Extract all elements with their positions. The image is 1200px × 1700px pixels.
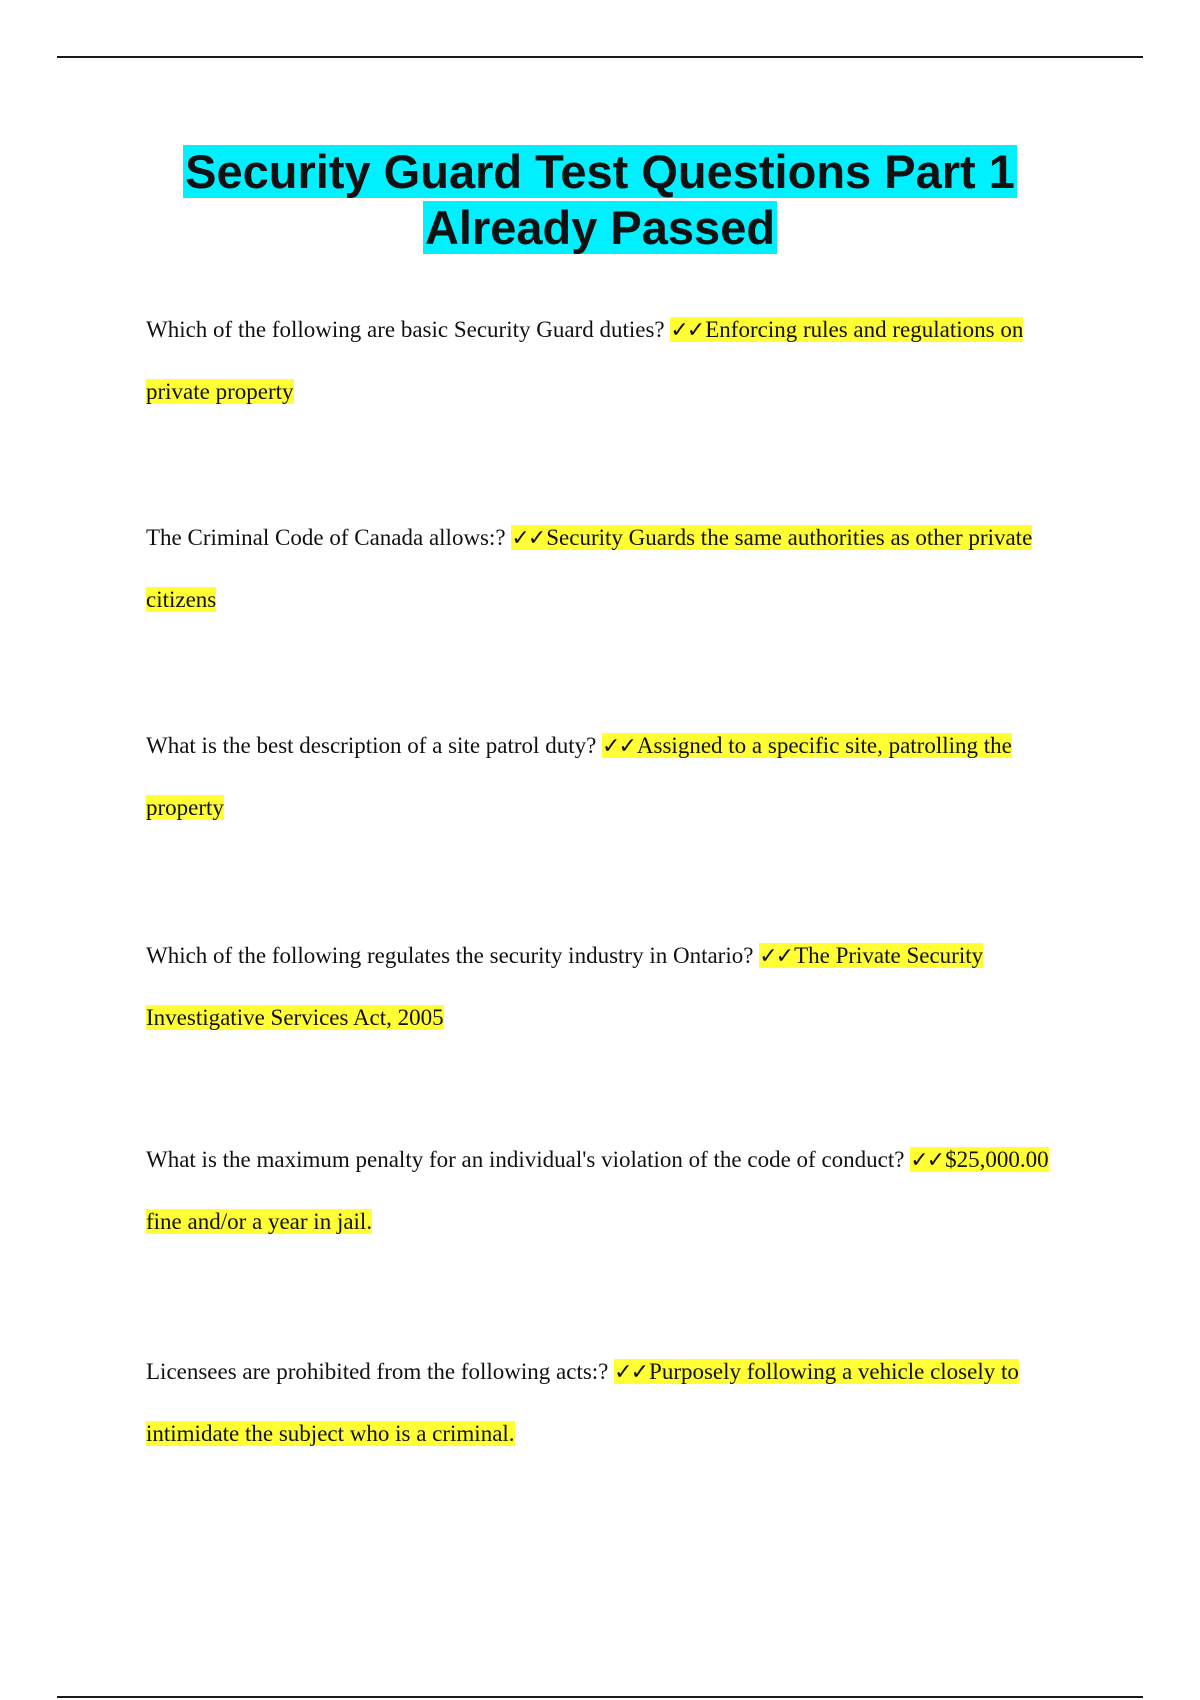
qa-item <box>146 925 1086 1048</box>
qa-item <box>146 715 1086 838</box>
qa-item <box>146 299 1086 422</box>
answer-text: The Private Security Investigative Services Act, 2005 <box>146 943 984 1030</box>
answer-text: Enforcing rules and regulations on private property <box>146 317 1024 404</box>
double-check-icon: ✓✓ <box>759 944 793 969</box>
question-text: The Criminal Code of Canada allows:? <box>146 525 506 550</box>
question-text: Which of the following are basic Security Guard duties? <box>146 317 665 342</box>
double-check-icon: ✓✓ <box>670 318 704 343</box>
answer-text: Purposely following a vehicle closely to intimidate the subject who is a criminal. <box>146 1359 1019 1446</box>
double-check-icon: ✓✓ <box>910 1148 944 1173</box>
qa-item <box>146 507 1086 630</box>
answer-text: Security Guards the same authorities as other private citizens <box>146 525 1033 612</box>
header-rule <box>57 56 1143 58</box>
title-line-1: Security Guard Test Questions Part 1 <box>185 145 1015 198</box>
double-check-icon: ✓✓ <box>511 526 545 551</box>
footer-rule <box>57 1696 1143 1698</box>
question-text: What is the maximum penalty for an individual's violation of the code of conduct? <box>146 1147 905 1172</box>
answer-text: Assigned to a specific site, patrolling the property <box>146 733 1012 820</box>
title-line-2: Already Passed <box>424 201 776 254</box>
double-check-icon: ✓✓ <box>602 734 635 759</box>
question-text: What is the best description of a site patrol duty? <box>146 733 597 758</box>
question-text: Which of the following regulates the security industry in Ontario? <box>146 943 754 968</box>
page-title <box>0 144 1200 256</box>
double-check-icon: ✓✓ <box>614 1360 648 1385</box>
qa-item <box>146 1341 1086 1464</box>
qa-item <box>146 1129 1086 1252</box>
question-text: Licensees are prohibited from the following acts:? <box>146 1359 609 1384</box>
answer-text: $25,000.00 fine and/or a year in jail. <box>146 1147 1049 1234</box>
